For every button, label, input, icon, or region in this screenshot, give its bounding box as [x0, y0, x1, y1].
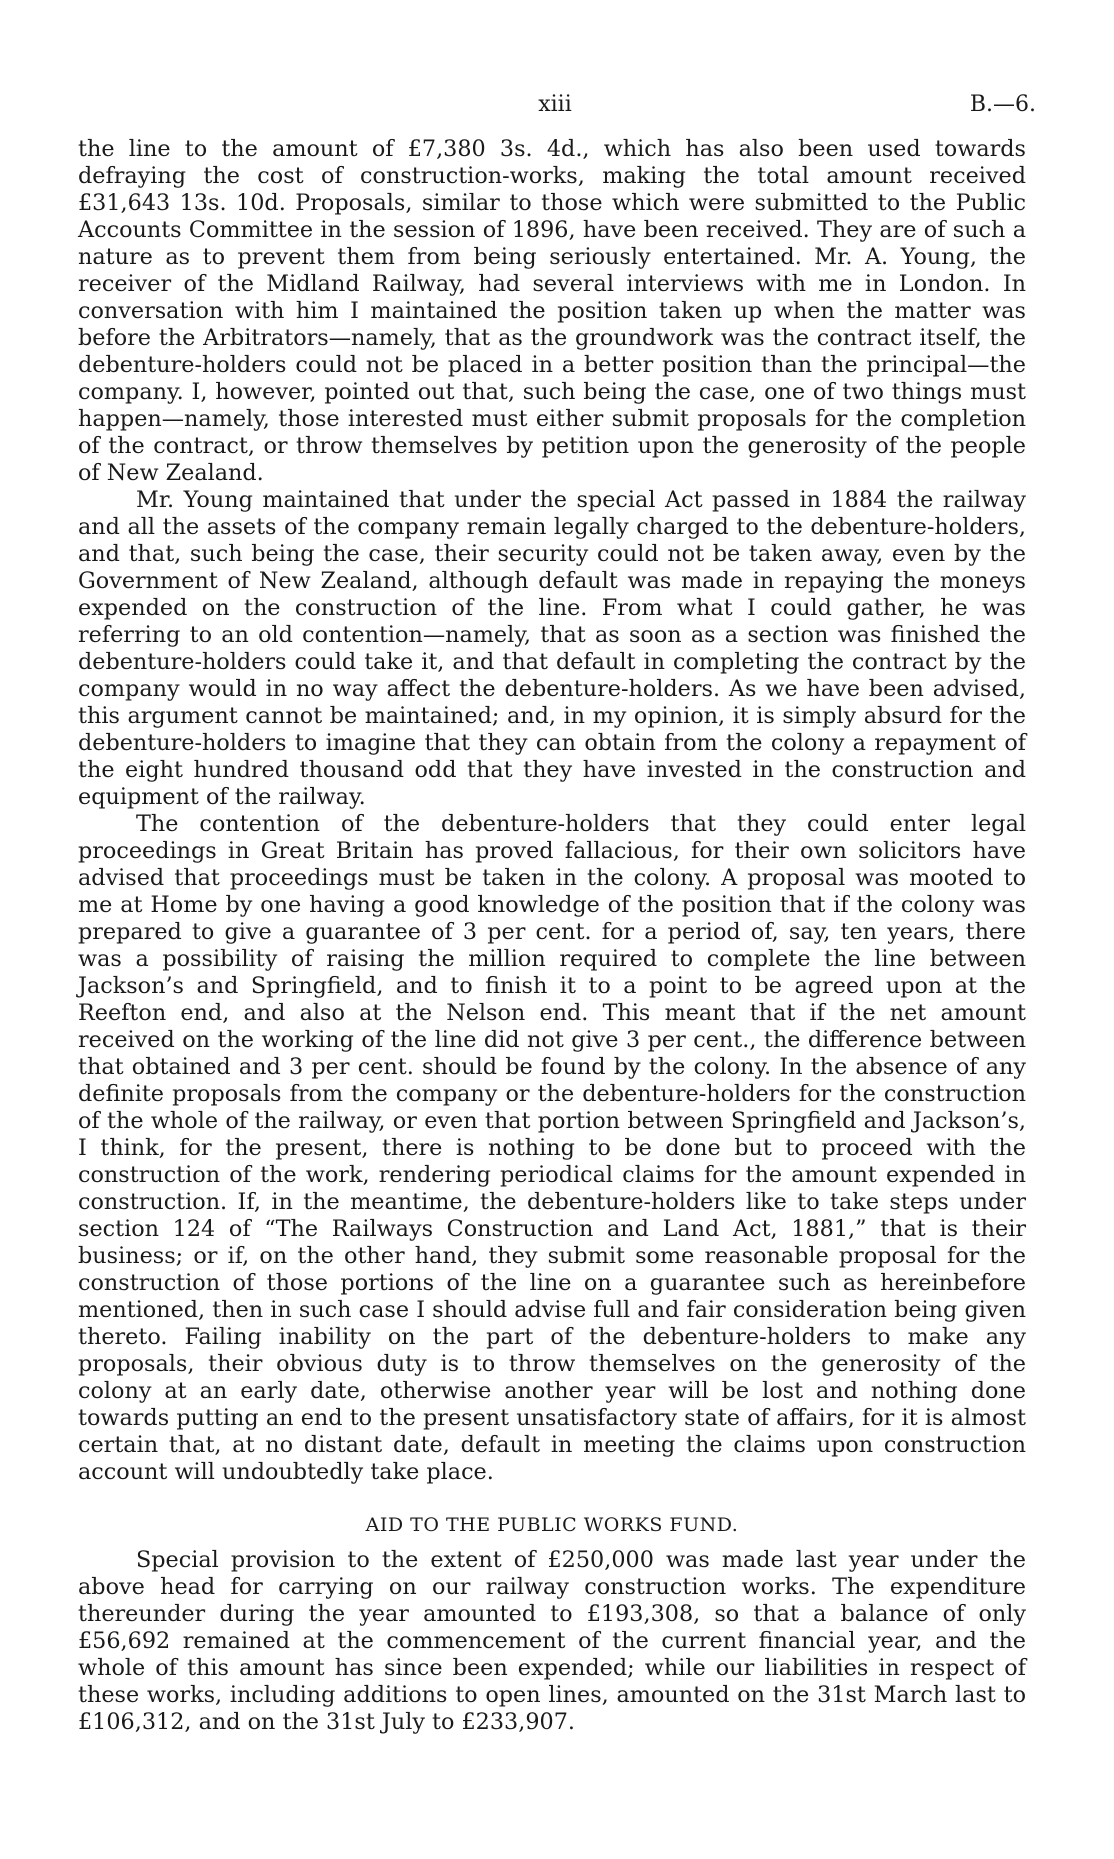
document-reference: B.—6.: [969, 92, 1036, 117]
body-text: [78, 136, 1026, 1736]
paragraph-young-contention: Mr. Young maintained that under the special Act passed in 1884 the railway and all the assets of the company remain legally charged to the debenture-holders, and that, such being the case, their security could not be taken away, even by the Government of New Zealand, although default was made in repaying the moneys expended on the construction of the line. From what I could gather, he was referring to an old contention—namely, that as soon as a section was finished the debenture-holders could take it, and that default in completing the contract by the company would in no way affect the debenture-holders. As we have been advised, this argument cannot be maintained; and, in my opinion, it is simply absurd for the debenture-holders to imagine that they can obtain from the colony a repayment of the eight hundred thousand odd that they have invested in the construction and equipment of the railway.: [78, 487, 1026, 810]
paragraph-public-works-fund: Special provision to the extent of £250,000 was made last year under the above head for carrying on our railway construction works. The expenditure thereunder during the year amounted to £193,308, so that a balance of only £56,692 remained at the commencement of the current financial year, and the whole of this amount has since been expended; while our liabilities in respect of these works, including additions to open lines, amounted on the 31st March last to £106,312, and on the 31st July to £233,907.: [78, 1547, 1026, 1735]
paragraph-continuation: the line to the amount of £7,380 3s. 4d., which has also been used towards defraying the cost of construction-works, making the total amount received £31,643 13s. 10d. Proposals, similar to those which were submitted to the Public Accounts Committee in the session of 1896, have been received. They are of such a nature as to prevent them from being seriously entertained. Mr. A. Young, the receiver of the Midland Railway, had several interviews with me in London. In conversation with him I maintained the position taken up when the matter was before the Arbitrators—namely, that as the groundwork was the contract itself, the debenture-holders could not be placed in a better position than the principal—the company. I, however, pointed out that, such being the case, one of two things must happen—namely, those interested must either submit proposals for the completion of the contract, or throw themselves by petition upon the generosity of the people of New Zealand.: [78, 136, 1026, 486]
paragraph-legal-proceedings: The contention of the debenture-holders that they could enter legal proceedings in Great Britain has proved fallacious, for their own solicitors have advised that proceedings must be taken in the colony. A proposal was mooted to me at Home by one having a good knowledge of the position that if the colony was prepared to give a guarantee of 3 per cent. for a period of, say, ten years, there was a possibility of raising the million required to complete the line between Jackson’s and Springfield, and to finish it to a point to be agreed upon at the Reefton end, and also at the Nelson end. This meant that if the net amount received on the working of the line did not give 3 per cent., the difference between that obtained and 3 per cent. should be found by the colony. In the absence of any definite proposals from the company or the debenture-holders for the construction of the whole of the railway, or even that portion between Springfield and Jackson’s, I think, for the present, there is nothing to be done but to proceed with the construction of the work, rendering periodical claims for the amount expended in construction. If, in the meantime, the debenture-holders like to take steps under section 124 of “The Railways Construction and Land Act, 1881,” that is their business; or if, on the other hand, they submit some reasonable proposal for the construction of those portions of the line on a guarantee such as hereinbefore mentioned, then in such case I should advise full and fair consideration being given thereto. Failing inability on the part of the debenture-holders to make any proposals, their obvious duty is to throw themselves on the generosity of the colony at an early date, otherwise another year will be lost and nothing done towards putting an end to the present unsatisfactory state of affairs, for it is almost certain that, at no distant date, default in meeting the claims upon construction account will undoubtedly take place.: [78, 811, 1026, 1485]
section-heading: AID TO THE PUBLIC WORKS FUND.: [365, 1514, 739, 1536]
page-number: xiii: [538, 92, 572, 117]
